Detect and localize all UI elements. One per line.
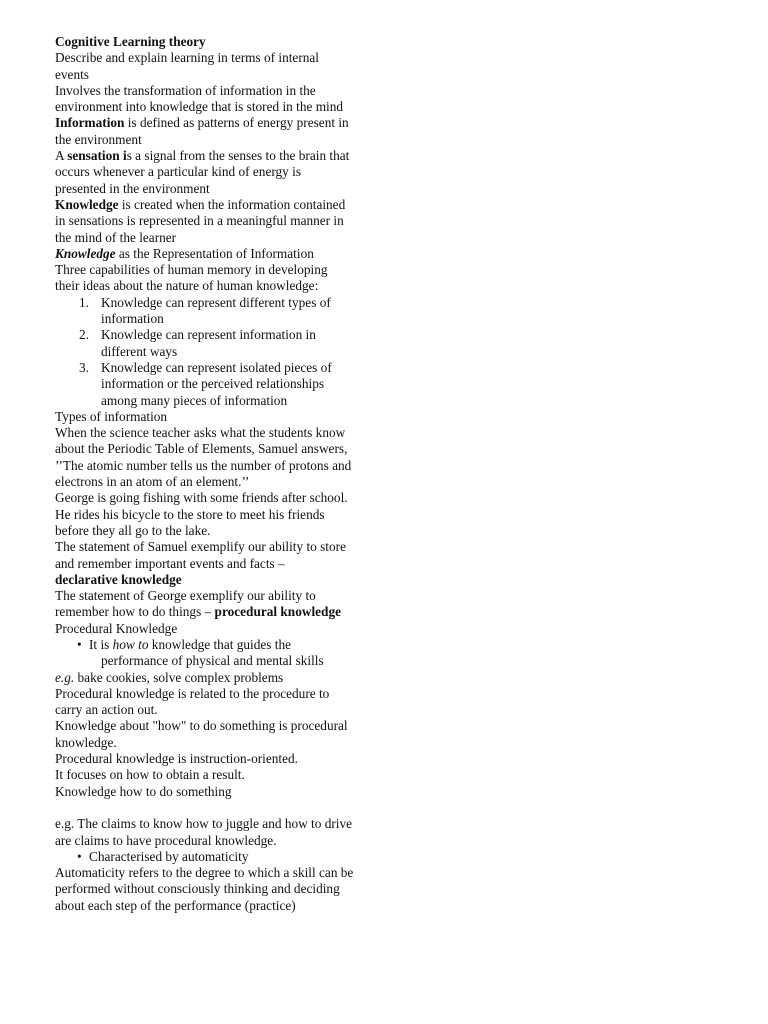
blank-line	[55, 800, 355, 816]
knowledge-rep-text: as the Representation of Information	[115, 245, 314, 261]
list-text: Knowledge can represent information in different ways	[101, 327, 316, 359]
intro-definition: Describe and explain learning in terms of internal events	[55, 50, 319, 82]
information-text: is defined as patterns of energy present in the environment	[55, 115, 349, 147]
procedural-how: Knowledge about "how" to do something is procedural knowledge.	[55, 718, 348, 750]
bullet-italic: how to	[112, 636, 149, 652]
procedural-instruction: Procedural knowledge is instruction-oriented.	[55, 751, 298, 767]
three-capabilities: Three capabilities of human memory in developing their ideas about the nature of human knowledge:	[55, 262, 328, 294]
document-body	[55, 34, 355, 914]
procedural-bullets	[55, 637, 355, 670]
list-number: 3.	[79, 359, 89, 375]
types-heading: Types of information	[55, 408, 168, 424]
samuel-example: When the science teacher asks what the students know about the Periodic Table of Elements, Samuel answers, ’’The atomic number tells us the number of protons and electrons in an atom of an element.’’	[55, 425, 352, 490]
procedural-heading: Procedural Knowledge	[55, 620, 178, 636]
sensation-prefix: A	[55, 148, 68, 164]
knowledge-text: is created when the information contained in sensations is represented in a meaningful manner in the mind of the learner	[55, 196, 346, 245]
procedural-related: Procedural knowledge is related to the procedure to carry an action out.	[55, 685, 330, 718]
bullet-item	[77, 848, 355, 865]
bullet-text: knowledge that guides the performance of physical and mental skills	[101, 636, 324, 669]
list-item	[79, 327, 355, 360]
samuel-statement	[55, 539, 355, 588]
capabilities-list	[55, 295, 355, 409]
eg-text: bake cookies, solve complex problems	[74, 669, 284, 685]
juggle-example: e.g. The claims to know how to juggle and how to drive are claims to have procedural knowledge.	[55, 816, 353, 848]
george-statement	[55, 588, 355, 621]
automaticity-definition: Automaticity refers to the degree to which a skill can be performed without consciously thinking and deciding about each step of the performance (practice)	[55, 865, 354, 913]
george-statement-text: The statement of George exemplify our ability to remember how to do things –	[55, 588, 316, 620]
list-item	[79, 294, 355, 328]
sensation-text: s a signal from the senses to the brain that occurs whenever a particular kind of energy is presented in the environment	[55, 148, 350, 196]
declarative-term: declarative knowledge	[55, 571, 182, 587]
information-definition	[55, 115, 355, 148]
list-text: Knowledge can represent different types of information	[101, 294, 331, 327]
bullet-item	[77, 636, 355, 670]
doc-title: Cognitive Learning theory	[55, 34, 206, 49]
eg-examples	[55, 670, 355, 686]
automaticity-bullets	[55, 849, 355, 865]
bullet-text: Characterised by automaticity	[89, 848, 249, 864]
sensation-term: sensation i	[67, 148, 127, 164]
list-text: Knowledge can represent isolated pieces of information or the perceived relationships among many pieces of information	[101, 359, 332, 408]
bullet-icon: •	[77, 636, 82, 652]
knowledge-rep-term: Knowledge	[55, 245, 116, 261]
eg-label: e.g.	[55, 669, 75, 685]
knowledge-representation-heading	[55, 246, 355, 262]
sensation-definition	[55, 148, 355, 197]
samuel-statement-text: The statement of Samuel exemplify our ability to store and remember important events and facts –	[55, 539, 346, 571]
information-term: Information	[55, 115, 125, 131]
bullet-icon: •	[77, 848, 82, 864]
list-item	[79, 359, 355, 409]
knowledge-definition	[55, 197, 355, 246]
knowledge-how: Knowledge how to do something	[55, 783, 232, 799]
george-example: George is going fishing with some friends after school. He rides his bicycle to the store to meet his friends before they all go to the lake.	[55, 490, 348, 538]
bullet-lead: It is	[89, 636, 113, 652]
procedural-focus: It focuses on how to obtain a result.	[55, 767, 245, 783]
list-number: 2.	[79, 327, 89, 343]
list-number: 1.	[79, 294, 89, 310]
knowledge-term: Knowledge	[55, 196, 119, 212]
procedural-term: procedural knowledge	[214, 604, 341, 620]
intro-transformation: Involves the transformation of information in the environment into knowledge that is stored in the mind	[55, 82, 344, 115]
